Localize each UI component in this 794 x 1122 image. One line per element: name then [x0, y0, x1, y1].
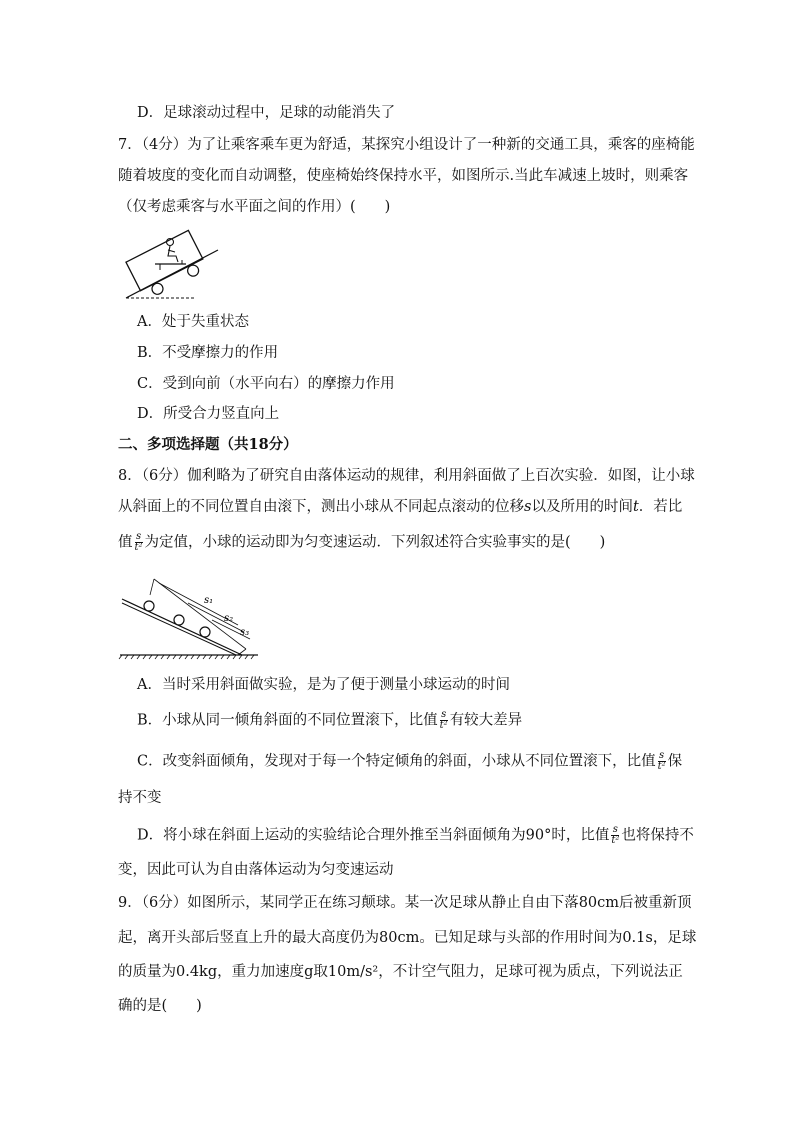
label-s2: s₂ [224, 613, 234, 624]
q8-figure-inclined-plane [118, 575, 263, 660]
q8-option-d: D．将小球在斜面上运动的实验结论合理外推至当斜面倾角为90°时，比值 $\frac{s}{\text{t²}}$ 也将保持不 [137, 824, 694, 846]
label-s1: s₁ [204, 595, 214, 606]
q9-stem-line1: 9．（6分）如图所示，某同学正在练习颠球。某一次足球从静止自由下落80cm后被重新顶 [118, 895, 692, 911]
q7-stem-line3: （仅考虑乘客与水平面之间的作用）( ) [118, 199, 391, 215]
q6-option-d: D．足球滚动过程中，足球的动能消失了 [137, 105, 396, 121]
label-s3: s₃ [240, 627, 250, 638]
q8-option-c-line2: 持不变 [118, 790, 162, 806]
q8-stem-line2: 从斜面上的不同位置自由滚下，测出小球从不同起点滚动的位移s以及所用的时间t．若比 [118, 499, 683, 515]
q7-option-b: B．不受摩擦力的作用 [137, 345, 279, 361]
q7-figure-car-on-incline [120, 228, 225, 303]
q8-option-d-line2: 变，因此可认为自由落体运动为匀变速运动 [118, 862, 394, 878]
passenger-seat-icon [155, 239, 186, 271]
q8-stem-line1: 8．（6分）伽利略为了研究自由落体运动的规律，利用斜面做了上百次实验．如图，让小球 [118, 468, 695, 484]
q7-stem-line2: 随着坡度的变化而自动调整，使座椅始终保持水平，如图所示.当此车减速上坡时，则乘客 [118, 168, 689, 184]
q7-option-c: C．受到向前（水平向右）的摩擦力作用 [137, 376, 395, 392]
section-heading: 二、多项选择题（共18分） [118, 436, 298, 453]
q8-option-a: A．当时采用斜面做实验，是为了便于测量小球运动的时间 [137, 677, 510, 693]
q8-option-c: C．改变斜面倾角，发现对于每一个特定倾角的斜面，小球从不同位置滚下，比值 $\frac{s}{\text{t²}}$ 保 [137, 750, 683, 772]
q8-stem-line3: 值 $\frac{s}{\text{t²}}$ 为定值，小球的运动即为匀变速运动．下列叙述符合实验事实的是( ) [118, 531, 606, 553]
q7-option-a: A．处于失重状态 [137, 314, 249, 330]
ratio-s-over-t2: $\frac{s}{\text{t²}}$ [134, 531, 143, 553]
q9-stem-line2: 起，离开头部后竖直上升的最大高度仍为80cm。已知足球与头部的作用时间为0.1s，足球 [118, 930, 697, 946]
q7-stem-line1: 7．（4分）为了让乘客乘车更为舒适，某探究小组设计了一种新的交通工具，乘客的座椅能 [118, 137, 695, 153]
q9-stem-line3: 的质量为0.4kg，重力加速度g取10m/s²，不计空气阻力，足球可视为质点，下列说法正 [118, 964, 683, 980]
q8-option-b: B．小球从同一倾角斜面的不同位置滚下，比值 $\frac{s}{\text{t²}}$ 有较大差异 [137, 709, 523, 731]
q9-stem-line4: 确的是( ) [118, 998, 202, 1014]
q7-option-d: D．所受合力竖直向上 [137, 406, 280, 422]
